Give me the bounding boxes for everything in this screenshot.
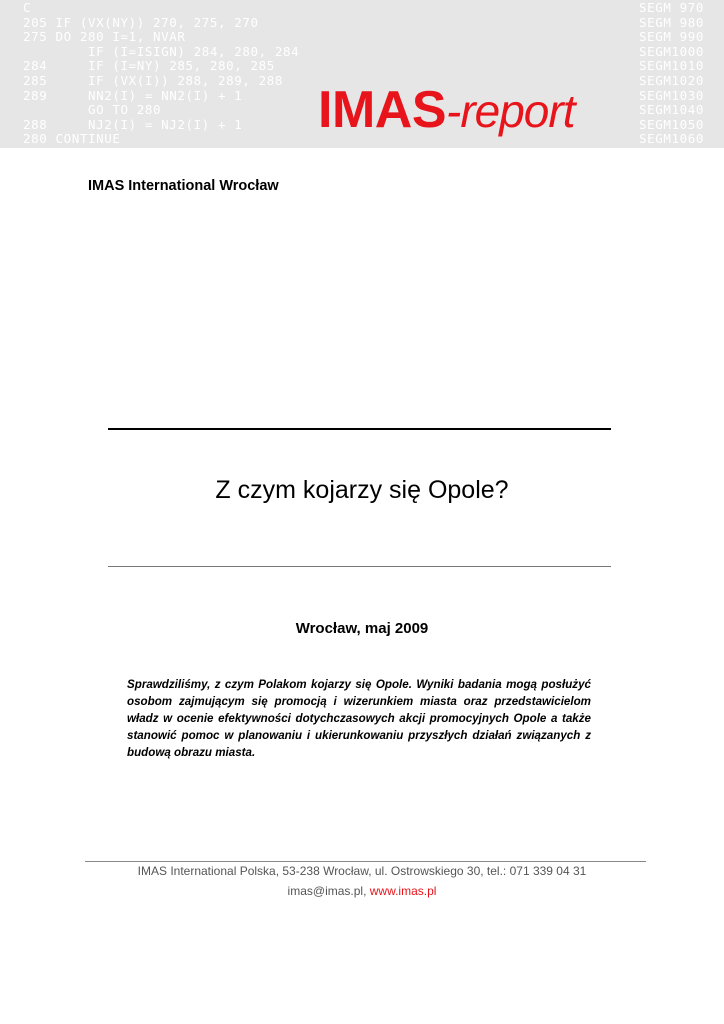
code-line-label: SEGM 990 (638, 29, 704, 45)
imas-report-logo (318, 81, 575, 148)
code-line-text: GO TO 280 (23, 102, 162, 118)
code-line-text: IF (I=ISIGN) 284, 280, 284 (23, 43, 300, 59)
code-line (0, 16, 724, 30)
code-line-label: SEGM1020 (638, 73, 704, 88)
title-rule-bottom (108, 566, 611, 567)
code-line-label: SEGM1010 (638, 58, 704, 74)
title-rule-top (108, 428, 611, 430)
code-line-text: 288 NJ2(I) = NJ2(I) + 1 (23, 116, 243, 132)
code-line-label: SEGM 970 (638, 0, 704, 15)
code-line-text: 280 CONTINUE (23, 131, 121, 147)
code-line-text: C (23, 0, 32, 15)
code-line-text: 285 IF (VX(I)) 288, 289, 288 (23, 73, 284, 88)
abstract-paragraph: Sprawdziliśmy, z czym Polakom kojarzy się Opole. Wyniki badania mogą posłużyć osobom zajmującym się promocją i wizerunkiem miasta oraz przedstawicielom władz w ocenie efektywności dotychczasowych akcji promocyjnych Opole a także stanowić pomoc w planowaniu i ukierunkowaniu przyszłych działań związanych z budową obrazu miasta. (127, 678, 591, 759)
logo-sub-text: -report (446, 85, 575, 137)
code-line-text: 289 NN2(I) = NN2(I) + 1 (23, 87, 243, 103)
footer-website-link[interactable]: www.imas.pl (369, 884, 437, 898)
code-line-label: SEGM1060 (638, 131, 704, 147)
footer-rule (85, 861, 646, 862)
logo-main-text: IMAS (318, 81, 446, 139)
footer-address: IMAS International Polska, 53-238 Wrocław, ul. Ostrowskiego 30, tel.: 071 339 04 31 (137, 864, 587, 878)
footer-separator: , (363, 884, 370, 898)
code-line-text: 275 DO 280 I=1, NVAR (23, 29, 186, 45)
footer-email: imas@imas.pl (287, 884, 364, 898)
code-line (0, 1, 724, 15)
code-line (0, 59, 724, 73)
header-banner (0, 0, 724, 148)
code-line-label: SEGM1040 (638, 102, 704, 118)
code-line-label: SEGM 980 (638, 14, 704, 30)
code-line-text: 284 IF (I=NY) 285, 280, 285 (23, 58, 275, 74)
code-line-label: SEGM1050 (638, 116, 704, 132)
organization-name: IMAS International Wrocław (88, 178, 279, 194)
code-line (0, 30, 724, 44)
footer-contact (0, 884, 724, 898)
code-line-text: 205 IF (VX(NY)) 270, 275, 270 (23, 14, 259, 30)
code-line-label: SEGM1000 (638, 43, 704, 59)
code-line (0, 45, 724, 59)
document-title: Z czym kojarzy się Opole? (215, 476, 509, 504)
code-line-label: SEGM1030 (638, 87, 704, 103)
document-date: Wrocław, maj 2009 (295, 620, 429, 637)
